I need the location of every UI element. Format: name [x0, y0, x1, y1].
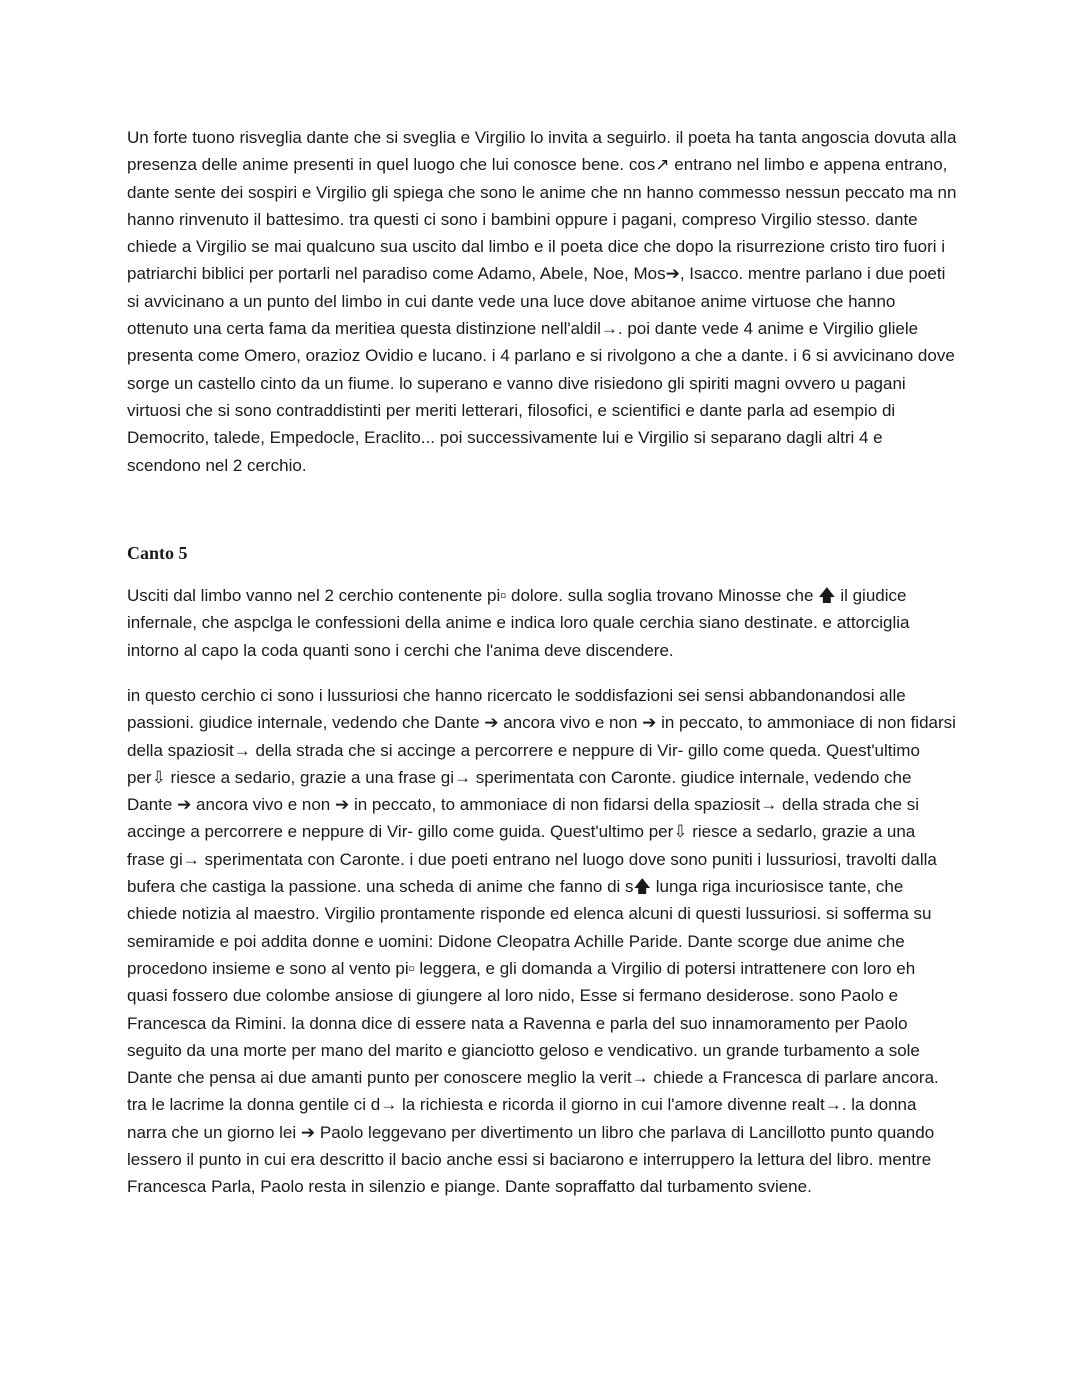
section-heading-canto-5: Canto 5	[127, 543, 188, 563]
body-paragraph-canto-5-summary: in questo cerchio ci sono i lussuriosi che hanno ricercato le soddisfazioni sei sensi abbandonandosi alle passioni. giudice internale, vedendo che Dante ➔ ancora vivo e non ➔ in peccato, to ammoniace di non fidarsi della spaziosit→ della strada che si accinge a percorrere e neppure di Vir- gillo come queda. Quest'ultimo per⇩ riesce a sedario, grazie a una frase gi→ sperimentata con Caronte. giudice internale, vedendo che Dante ➔ ancora vivo e non ➔ in peccato, to ammoniace di non fidarsi della spaziosit→ della strada che si accinge a percorrere e neppure di Vir- gillo come guida. Quest'ultimo per⇩ riesce a sedarlo, grazie a una frase gi→ sperimentata con Caronte. i due poeti entrano nel luogo dove sono puniti i lussuriosi, travolti dalla bufera che castiga la passione. una scheda di anime che fanno di s🡅 lunga riga incuriosisce tante, che chiede notizia al maestro. Virgilio prontamente risponde ed elenca alcuni di questi lussuriosi. si sofferma su semiramide e poi addita donne e uomini: Didone Cleopatra Achille Paride. Dante scorge due anime che procedono insieme e sono al vento pi▫ leggera, e gli domanda a Virgilio di potersi intrattenere con loro eh quasi fossero due colombe ansiose di giungere al loro nido, Esse si fermano desiderose. sono Paolo e Francesca da Rimini. la donna dice di essere nata a Ravenna e parla del suo innamoramento per Paolo seguito da una morte per mano del marito e gianciotto geloso e vendicativo. un grande turbamento a sole Dante che pensa ai due amanti punto per conoscere meglio la verit→ chiede a Francesca di parlare ancora. tra le lacrime la donna gentile ci d→ la richiesta e ricorda il giorno in cui l'amore divenne realt→. la donna narra che un giorno lei ➔ Paolo leggevano per divertimento un libro che parlava di Lancillotto punto quando lessero il punto in cui era descritto il bacio anche essi si baciarono e interruppero la lettura del libro. mentre Francesca Parla, Paolo resta in silenzio e piange. Dante sopraffatto dal turbamento sviene.	[127, 686, 956, 1197]
body-paragraph-canto-4-summary: Un forte tuono risveglia dante che si sveglia e Virgilio lo invita a seguirlo. il poeta ha tanta angoscia dovuta alla presenza delle anime presenti in quel luogo che lui conosce bene. cos↗ entrano nel limbo e appena entrano, dante sente dei sospiri e Virgilio gli spiega che sono le anime che nn hanno commesso nessun peccato ma nn hanno rinvenuto il battesimo. tra questi ci sono i bambini oppure i pagani, compreso Virgilio stesso. dante chiede a Virgilio se mai qualcuno sua uscito dal limbo e il poeta dice che dopo la risurrezione cristo tiro fuori i patriarchi biblici per portarli nel paradiso come Adamo, Abele, Noe, Mos➔, Isacco. mentre parlano i due poeti si avvicinano a un punto del limbo in cui dante vede una luce dove abitanoe anime virtuose che hanno ottenuto una certa fama da meritiea questa distinzione nell'aldil→. poi dante vede 4 anime e Virgilio gliele presenta come Omero, orazioz Ovidio e lucano. i 4 parlano e si rivolgono a che a dante. i 6 si avvicinano dove sorge un castello cinto da un fiume. lo superano e vanno dive risiedono gli spiriti magni ovvero u pagani virtuosi che si sono contraddistinti per meriti letterari, filosofici, e scientifici e dante parla ad esempio di Democrito, talede, Empedocle, Eraclito... poi successivamente lui e Virgilio si separano dagli altri 4 e scendono nel 2 cerchio.	[127, 128, 957, 475]
body-paragraph-canto-5-intro: Usciti dal limbo vanno nel 2 cerchio contenente pi▫ dolore. sulla soglia trovano Minosse che 🡅 il giudice infernale, che aspclga le confessioni della anime e indica loro quale cerchia siano destinate. e attorciglia intorno al capo la coda quanti sono i cerchi che l'anima deve discendere.	[127, 586, 910, 660]
